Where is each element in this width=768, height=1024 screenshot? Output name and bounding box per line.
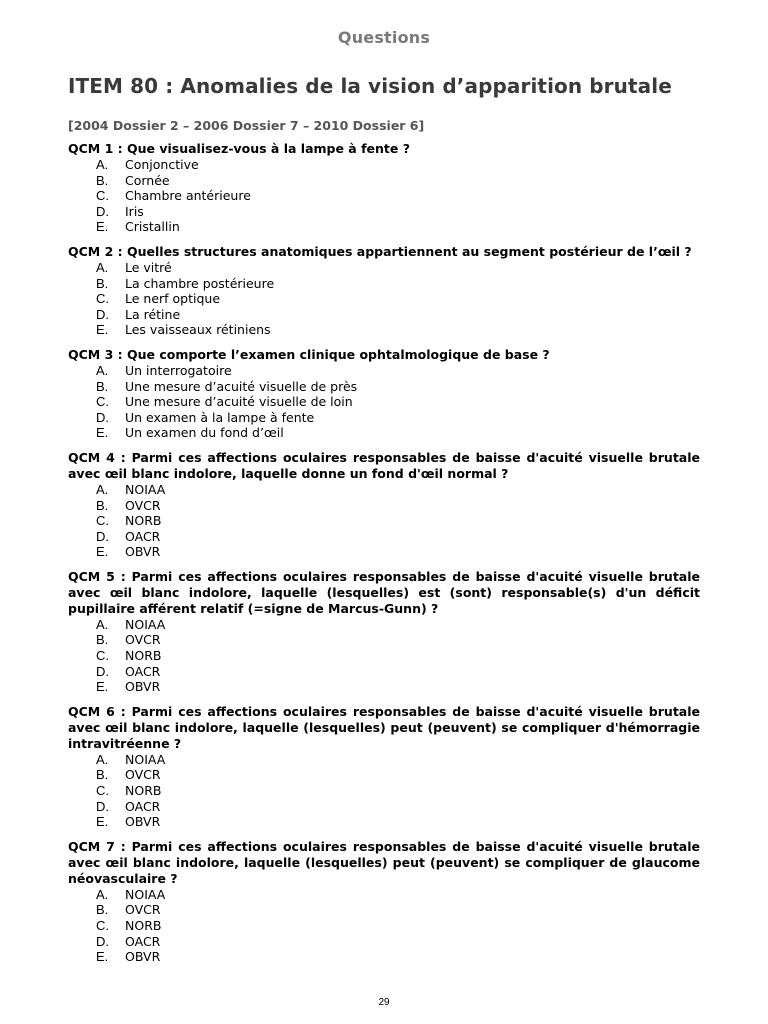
option-c — [96, 291, 700, 307]
option-a — [96, 260, 700, 276]
option-letter: D. — [96, 528, 109, 544]
option-text: Les vaisseaux rétiniens — [125, 322, 271, 338]
option-letter: B. — [96, 378, 109, 394]
option-letter: A. — [96, 362, 109, 378]
option-letter: B. — [96, 275, 109, 291]
option-text: NOIAA — [125, 886, 166, 902]
qcm-2 — [68, 244, 700, 338]
option-letter: B. — [96, 172, 109, 188]
option-text: NORB — [125, 648, 162, 664]
qcm-5 — [68, 569, 700, 695]
option-c — [96, 918, 700, 934]
option-text: Chambre antérieure — [125, 188, 251, 204]
option-e — [96, 219, 700, 235]
option-text: OVCR — [125, 632, 161, 648]
item-title: ITEM 80 : Anomalies de la vision d’apparition brutale — [68, 74, 672, 98]
option-c — [96, 648, 700, 664]
option-text: Un interrogatoire — [125, 362, 232, 378]
option-letter: B. — [96, 902, 109, 918]
option-text: NORB — [125, 513, 162, 529]
option-letter: A. — [96, 481, 109, 497]
option-e — [96, 679, 700, 695]
option-letter: D. — [96, 663, 109, 679]
option-letter: A. — [96, 751, 109, 767]
option-a — [96, 363, 700, 379]
qcm-4 — [68, 450, 700, 560]
option-text: La chambre postérieure — [125, 275, 275, 291]
option-text: Un examen à la lampe à fente — [125, 409, 315, 425]
option-text: Iris — [125, 203, 144, 219]
option-e — [96, 322, 700, 338]
qcm-options — [68, 363, 700, 441]
option-e — [96, 814, 700, 830]
option-a — [96, 157, 700, 173]
option-b — [96, 767, 700, 783]
option-text: La rétine — [125, 306, 181, 322]
option-text: OVCR — [125, 497, 161, 513]
option-c — [96, 783, 700, 799]
option-e — [96, 544, 700, 560]
option-letter: E. — [96, 544, 109, 560]
option-text: NOIAA — [125, 481, 166, 497]
option-letter: E. — [96, 425, 109, 441]
option-text: OBVR — [125, 814, 161, 830]
option-letter: D. — [96, 203, 109, 219]
qcm-options — [68, 260, 700, 338]
option-letter: D. — [96, 798, 109, 814]
option-text: OBVR — [125, 544, 161, 560]
option-b — [96, 902, 700, 918]
option-text: Une mesure d’acuité visuelle de loin — [125, 394, 353, 410]
option-a — [96, 482, 700, 498]
option-letter: C. — [96, 783, 109, 799]
page-header: Questions — [337, 28, 431, 47]
item-sources: [2004 Dossier 2 – 2006 Dossier 7 – 2010 Dossier 6] — [68, 118, 425, 133]
option-letter: B. — [96, 632, 109, 648]
option-text: OVCR — [125, 902, 161, 918]
page-number: 29 — [378, 997, 390, 1008]
option-c — [96, 513, 700, 529]
qcm-options — [68, 617, 700, 695]
option-text: OBVR — [125, 949, 161, 965]
option-text: Une mesure d’acuité visuelle de près — [125, 378, 358, 394]
option-text: Cristallin — [125, 219, 180, 235]
option-d — [96, 934, 700, 950]
option-letter: A. — [96, 616, 109, 632]
option-a — [96, 617, 700, 633]
qcm-question: QCM 6 : Parmi ces affections oculaires responsables de baisse d'acuité visuelle brutale avec œil blanc indolore, laquelle (lesquelles) peut (peuvent) se compliquer d'hémorragie intravitréenne ? — [68, 703, 700, 751]
option-letter: C. — [96, 918, 109, 933]
option-letter: E. — [96, 219, 109, 235]
option-letter: E. — [96, 322, 109, 338]
option-d — [96, 799, 700, 815]
option-letter: A. — [96, 886, 109, 902]
option-text: NOIAA — [125, 751, 166, 767]
option-text: OBVR — [125, 679, 161, 695]
option-d — [96, 307, 700, 323]
option-d — [96, 529, 700, 545]
qcm-3 — [68, 347, 700, 441]
option-c — [96, 188, 700, 204]
option-text: Cornée — [125, 172, 170, 188]
option-letter: D. — [96, 409, 109, 425]
option-a — [96, 752, 700, 768]
option-e — [96, 949, 700, 965]
qcm-options — [68, 752, 700, 830]
option-letter: C. — [96, 394, 109, 410]
option-letter: C. — [96, 188, 109, 204]
option-text: OACR — [125, 798, 161, 814]
option-letter: A. — [96, 259, 109, 275]
option-text: Un examen du fond d’œil — [125, 425, 284, 441]
option-letter: E. — [96, 814, 109, 830]
option-b — [96, 632, 700, 648]
qcm-options — [68, 157, 700, 235]
option-letter: B. — [96, 767, 109, 783]
option-b — [96, 276, 700, 292]
qcm-question: QCM 1 : Que visualisez-vous à la lampe à fente ? — [68, 141, 410, 156]
option-letter: E. — [96, 949, 109, 965]
option-text: OACR — [125, 528, 161, 544]
qcm-options — [68, 887, 700, 965]
option-text: NORB — [125, 783, 162, 799]
qcm-1 — [68, 141, 700, 235]
option-letter: C. — [96, 291, 109, 307]
option-letter: A. — [96, 157, 109, 172]
qcm-question: QCM 2 : Quelles structures anatomiques appartiennent au segment postérieur de l’œil ? — [68, 243, 692, 259]
option-letter: B. — [96, 497, 109, 513]
option-letter: E. — [96, 679, 109, 695]
option-b — [96, 379, 700, 395]
option-text: Le vitré — [125, 259, 172, 275]
option-text: NOIAA — [125, 616, 166, 632]
option-text: Le nerf optique — [125, 291, 221, 307]
qcm-7 — [68, 839, 700, 965]
option-letter: D. — [96, 306, 109, 322]
qcm-question: QCM 7 : Parmi ces affections oculaires responsables de baisse d'acuité visuelle brutale avec œil blanc indolore, laquelle (lesquelles) peut (peuvent) se compliquer de glaucome néovasculaire ? — [68, 838, 700, 886]
option-letter: C. — [96, 513, 109, 529]
option-d — [96, 204, 700, 220]
option-text: OACR — [125, 933, 161, 949]
option-text: OVCR — [125, 767, 161, 783]
qcm-6 — [68, 704, 700, 830]
option-b — [96, 173, 700, 189]
option-b — [96, 498, 700, 514]
option-letter: C. — [96, 648, 109, 664]
qcm-question: QCM 3 : Que comporte l’examen clinique ophtalmologique de base ? — [68, 346, 550, 362]
option-letter: D. — [96, 933, 109, 949]
option-c — [96, 394, 700, 410]
option-text: OACR — [125, 663, 161, 679]
option-a — [96, 887, 700, 903]
option-d — [96, 410, 700, 426]
qcm-question: QCM 4 : Parmi ces affections oculaires responsables de baisse d'acuité visuelle brutale avec œil blanc indolore, laquelle donne un fond d'œil normal ? — [68, 449, 700, 481]
option-e — [96, 425, 700, 441]
qcm-question: QCM 5 : Parmi ces affections oculaires responsables de baisse d'acuité visuelle brutale avec œil blanc indolore, laquelle (lesquelles) est (sont) responsable(s) d'un déficit pupillaire afférent relatif (=signe de Marcus-Gunn) ? — [68, 568, 700, 616]
qcm-options — [68, 482, 700, 560]
option-text: Conjonctive — [125, 157, 199, 172]
option-text: NORB — [125, 918, 162, 933]
option-d — [96, 664, 700, 680]
qcm-list — [68, 141, 700, 974]
